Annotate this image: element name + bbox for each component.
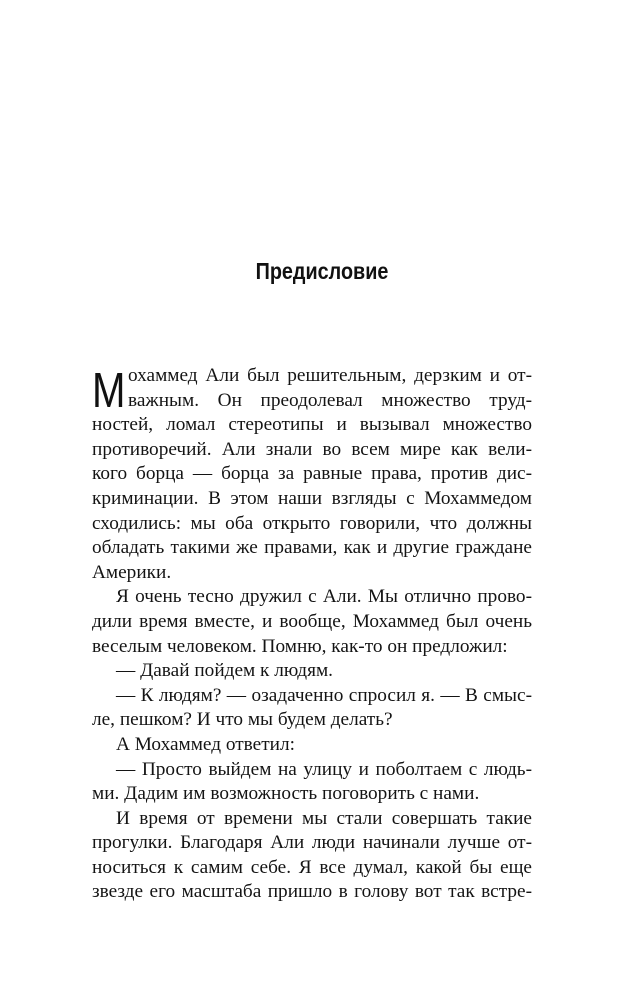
chapter-heading: Предисловие [255, 258, 389, 284]
text-line: веселым человеком. Помню, как-то он предложил: [92, 635, 508, 657]
paragraph-3 [92, 659, 532, 684]
text-line: кого борца — борца за равные права, против дис- [92, 463, 532, 485]
paragraph-2 [92, 585, 532, 659]
text-line: носиться к самим себе. Я все думал, какой бы еще [92, 856, 532, 878]
text-line: звезде его масштаба пришло в голову вот так встре- [92, 881, 532, 903]
text-line: охаммед Али был решительным, дерзким и от- [128, 365, 532, 386]
text-line: Я очень тесно дружил с Али. Мы отлично прово- [116, 586, 532, 608]
text-line: Америки. [92, 561, 172, 583]
text-line: сходились: мы оба открыто говорили, что должны [92, 512, 532, 534]
chapter-body [92, 364, 532, 905]
paragraph-5 [92, 733, 532, 758]
text-line: важным. Он преодолевал множество труд- [128, 389, 532, 411]
paragraph-6 [92, 758, 532, 807]
text-line: прогулки. Благодаря Али люди начинали лучше от- [92, 832, 532, 854]
paragraph-1 [92, 364, 532, 585]
text-line: ле, пешком? И что мы будем делать? [92, 709, 393, 731]
paragraph-4 [92, 684, 532, 733]
text-line: — Просто выйдем на улицу и поболтаем с людь- [116, 758, 532, 780]
text-line: А Мохаммед ответил: [116, 733, 295, 755]
paragraph-7 [92, 807, 532, 905]
text-line: ностей, ломал стереотипы и вызывал множество [92, 414, 532, 436]
drop-cap: М [92, 364, 126, 418]
text-line: противоречий. Али знали во всем мире как вели- [92, 438, 532, 460]
text-line: — К людям? — озадаченно спросил я. — В смыс- [116, 684, 532, 706]
text-line: — Давай пойдем к людям. [116, 660, 333, 682]
text-line: обладать такими же правами, как и другие граждане [92, 537, 532, 559]
text-line: ми. Дадим им возможность поговорить с нами. [92, 783, 480, 805]
text-line: дили время вместе, и вообще, Мохаммед был очень [92, 610, 532, 632]
text-line: криминации. В этом наши взгляды с Мохаммедом [92, 487, 532, 509]
text-line: И время от времени мы стали совершать такие [116, 807, 532, 829]
